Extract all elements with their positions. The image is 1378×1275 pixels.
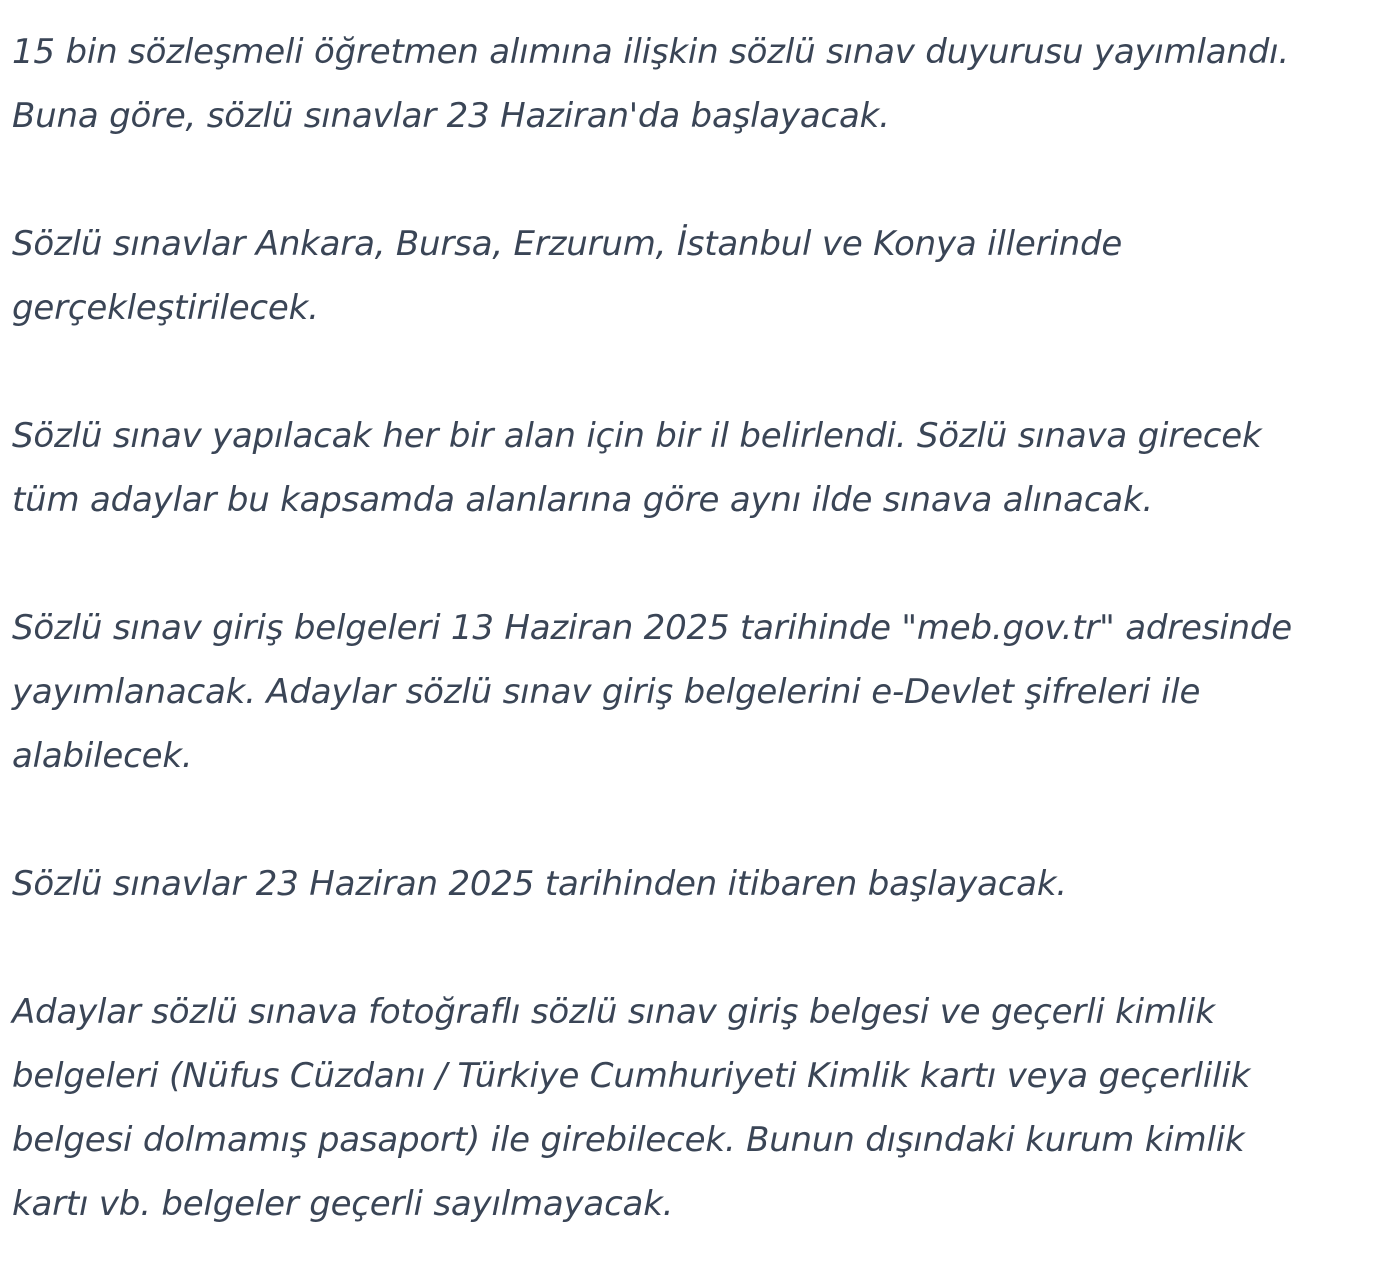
paragraph-announcement: 15 bin sözleşmeli öğretmen alımına ilişkin sözlü sınav duyurusu yayımlandı. Buna göre, sözlü sınavlar 23 Haziran'da başlayacak. [12, 32, 1290, 136]
article-body [12, 20, 1378, 1236]
paragraph-exam-cities: Sözlü sınavlar Ankara, Bursa, Erzurum, İstanbul ve Konya illerinde gerçekleştirilecek. [12, 224, 1123, 328]
paragraph-identity-requirements: Adaylar sözlü sınava fotoğraflı sözlü sınav giriş belgesi ve geçerli kimlik belgeleri (Nüfus Cüzdanı / Türkiye Cumhuriyeti Kimlik kartı veya geçerlilik belgesi dolmamış pasaport) ile girebilecek. Bunun dışındaki kurum kimlik kartı vb. belgeler geçerli sayılmayacak. [12, 992, 1251, 1224]
paragraph-field-city: Sözlü sınav yapılacak her bir alan için bir il belirlendi. Sözlü sınava girecek tüm adaylar bu kapsamda alanlarına göre aynı ilde sınava alınacak. [12, 416, 1262, 520]
paragraph-start-date: Sözlü sınavlar 23 Haziran 2025 tarihinden itibaren başlayacak. [12, 864, 1067, 904]
paragraph-entry-documents: Sözlü sınav giriş belgeleri 13 Haziran 2025 tarihinde "meb.gov.tr" adresinde yayımlanacak. Adaylar sözlü sınav giriş belgelerini e-Devlet şifreleri ile alabilecek. [12, 608, 1292, 776]
